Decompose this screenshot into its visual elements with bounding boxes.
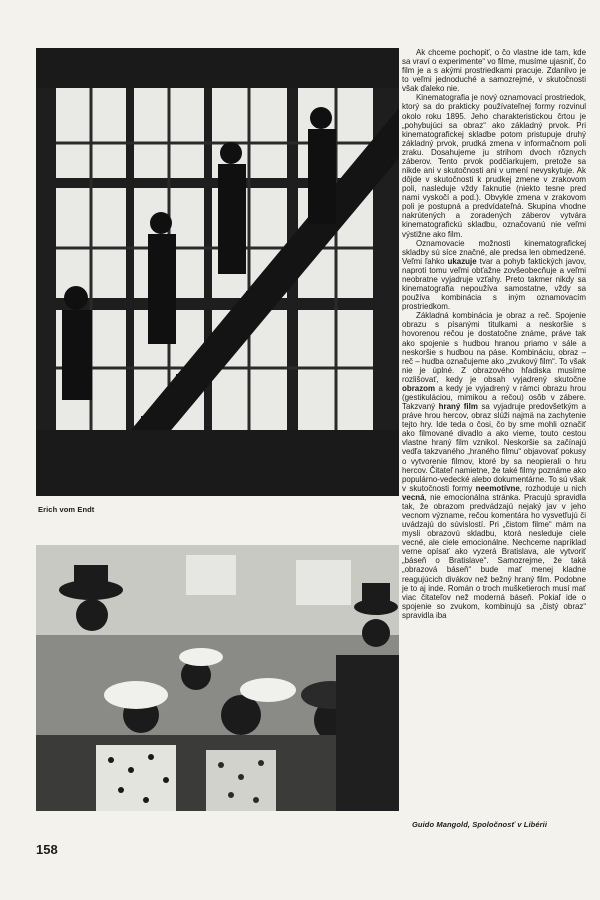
article-text-column xyxy=(402,48,586,620)
bold-term: obrazom xyxy=(402,383,436,393)
paragraph-text: Základná kombinácia je obraz a reč. Spojenie obrazu s písanými titulkami a neskoršie s hovorenou rečou je dostatočne známe, práve tak ako spojenie s hudbou hranou priamo v sále a neskoršie s hudbou na páse. Kombináciu, obraz – reč – hudba označujeme ako „zvukový film“. To však nie je úplné. Z obrazového hľadiska musíme rozlišovať, kedy je obsah vyjadrený skutočne xyxy=(402,311,586,384)
bold-term: ukazuje xyxy=(447,256,477,266)
bold-term: hraný film xyxy=(438,402,478,412)
photo-crowd-in-liberia xyxy=(36,545,399,811)
crowd-photo-illustration xyxy=(36,545,399,811)
paragraph-text: a kedy je vyjadrený v rámci obrazu hrou (gestikuláciou, mimikou a rečou) osôb v zábere. Takzvaný xyxy=(402,383,586,412)
stairs-photo-illustration xyxy=(36,48,399,496)
article-paragraph xyxy=(402,311,586,620)
page-number: 158 xyxy=(36,842,58,857)
photo-caption-bottom: Guido Mangold, Spoločnosť v Libérii xyxy=(412,820,548,829)
paragraph-text: tvar a pohyb faktických javov, naproti tomu veľmi obťažne zovšeobecňuje a veľmi neobratne vyjadruje vzťahy. Preto takmer nikdy sa kinematografia nepoužíva samostatne, vždy sa používa kombinácia s iným oznamovacím prostriedkom. xyxy=(402,256,586,312)
paragraph-text: , rozhoduje u nich xyxy=(519,483,586,493)
paragraph-text: sa vyjadruje predovšetkým a práve hrou hercov, obraz slúži najmä na zachytenie tejto hry. Ide teda o čosi, čo by sme mohli označiť ako filmované divadlo a ako vieme, touto cestou vlastne hraný film vznikol. Neskoršie sa začínajú vedľa takzvaného „hraného filmu“ objavovať pokusy o vytvorenie filmov, ktoré by sa neopierali o hru hercov. Čitateľ namietne, že také filmy poznáme ako populárno-vedecké alebo dokumentárne. To sú však v skutočnosti formy xyxy=(402,402,586,493)
bold-term: neemotívne xyxy=(475,483,520,493)
bold-term: vecná xyxy=(402,492,425,502)
article-paragraph xyxy=(402,48,586,93)
article-paragraph xyxy=(402,93,586,238)
article-paragraph xyxy=(402,239,586,312)
paragraph-text: Ak chceme pochopiť, o čo vlastne ide tam, kde sa vraví o experimente“ vo filme, musíme ujasniť, čo film je a s akými prostriedkami pracuje. Zdanlivo je to veľmi jednoduché a samozrejmé, v skutočnosti však ďaleko nie. xyxy=(402,48,586,94)
paragraph-text: , nie emocionálna stránka. Pracujú spravidla tak, že obrazom predvádzajú nejaký jav v jeho vecnom význame, rečou komentára ho vysvetľujú či uvádzajú do súvislostí. Pri „čistom filme“ mám na mysli obrazovú skladbu, ktorá nesleduje ciele vecné, ale ciele emocionálne. Nechceme napríklad verne opísať ako vyzerá Bratislava, ale vytvoriť „báseň o Bratislave“. Samozrejme, že taká „obrazová báseň“ bude mať menej kladne reagujúcich divákov než bežný hraný film. Podobne je to aj inde. Román o troch mušketieroch musí mať viac čitateľov než moderná báseň. Pokiaľ ide o spojenie so zvukom, kombinujú sa „čistý obraz“ spravidla iba xyxy=(402,492,586,620)
photo-caption-top: Erich vom Endt xyxy=(38,505,95,514)
paragraph-text: Oznamovacie možnosti kinematografickej skladby sú síce značné, ale predsa len obmedzené. Veľmi ľahko xyxy=(402,238,586,266)
photo-people-on-stairs xyxy=(36,48,399,496)
paragraph-text: Kinematografia je nový oznamovací prostriedok, ktorý sa do prakticky používateľnej formy rozvinul okolo roku 1895. Jeho charakteristickou črtou je „pohybujúci sa obraz“ ako základný prvok. Pri kinematografickej skladbe potom pristupuje druhý základný prvok, prudká zmena v informačnom poli zraku. Dosahujeme ju strihom dvoch rôznych záberov. Tento prvok podčiarkujem, pretože sa nikde ani v skutočnosti ani v umení nevyskytuje. Ak dôjde v skutočnosti k prudkej zmene v zrakovom poli, nasleduje vždy ľaknutie (niekto tesne pred nami vyskočí a pod.). Obvykle zmena v zrakovom poli je postupná a predvídateľná. Skupina vhodne nakrútených a zoradených záberov vytvára kinematografickú skladbu, označovanú nie veľmi výstižne ako film. xyxy=(402,93,586,239)
